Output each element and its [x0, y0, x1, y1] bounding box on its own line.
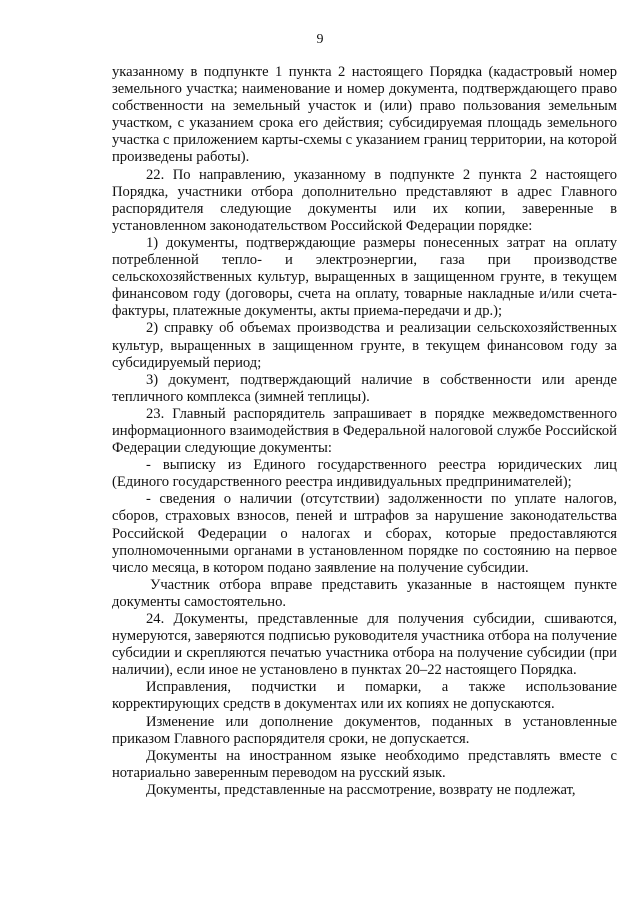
paragraph-changes: Изменение или дополнение документов, поданных в установленные приказом Главного распорядителя сроки, не допускается.: [112, 713, 617, 747]
paragraph-subitem-1: 1) документы, подтверждающие размеры понесенных затрат на оплату потребленной тепло- и электроэнергии, газа при производстве сельскохозяйственных культур, выращенных в защищенном грунте, в текущем финансовом году (договоры, счета на оплату, товарные накладные и/или счета-фактуры, платежные документы, акты приема-передачи и др.);: [112, 234, 617, 320]
paragraph-continuation: указанному в подпункте 1 пункта 2 настоящего Порядка (кадастровый номер земельного участка; наименование и номер документа, подтверждающего право собственности на земельный участок и (или) право пользования земельным участком, с указанием срока его действия; субсидируемая площадь земельного участка с приложением карты-схемы с указанием границ территории, на которой произведены работы).: [112, 64, 617, 166]
paragraph-subitem-3: 3) документ, подтверждающий наличие в собственности или аренде тепличного комплекса (зимней теплицы).: [112, 371, 617, 405]
page-number: 9: [316, 32, 324, 47]
paragraph-bullet-debt-info: - сведения о наличии (отсутствии) задолженности по уплате налогов, сборов, страховых взносов, пеней и штрафов за нарушение законодательства Российской Федерации о налогах и сборах, которые предоставляются уполномоченными органами в установленном порядке по состоянию на первое число месяца, в котором подано заявление на получение субсидии.: [112, 491, 617, 576]
document-body: [112, 64, 617, 799]
paragraph-bullet-extract: - выписку из Единого государственного реестра юридических лиц (Единого государственного реестра индивидуальных предпринимателей);: [112, 457, 617, 491]
paragraph-item-23: 23. Главный распорядитель запрашивает в порядке межведомственного информационного взаимодействия в Федеральной налоговой службе Российской Федерации следующие документы:: [112, 405, 617, 457]
paragraph-item-22: 22. По направлению, указанному в подпункте 2 пункта 2 настоящего Порядка, участники отбора дополнительно представляют в адрес Главного распорядителя следующие документы или их копии, заверенные в установленном законодательством Российской Федерации порядке:: [112, 166, 617, 234]
paragraph-foreign-language: Документы на иностранном языке необходимо представлять вместе с нотариально заверенным переводом на русский язык.: [112, 747, 617, 781]
paragraph-no-return: Документы, представленные на рассмотрение, возврату не подлежат,: [146, 781, 576, 798]
paragraph-participant-right: Участник отбора вправе представить указанные в настоящем пункте документы самостоятельно.: [112, 576, 617, 610]
paragraph-subitem-2: 2) справку об объемах производства и реализации сельскохозяйственных культур, выращенных в защищенном грунте, в текущем финансовом году за субсидируемый период;: [112, 320, 617, 371]
paragraph-item-24: 24. Документы, представленные для получения субсидии, сшиваются, нумеруются, заверяются подписью руководителя участника отбора на получение субсидии и скрепляются печатью участника отбора на получение субсидии (при наличии), если иное не установлено в пунктах 20–22 настоящего Порядка.: [112, 611, 617, 679]
paragraph-corrections: Исправления, подчистки и помарки, а также использование корректирующих средств в документах или их копиях не допускаются.: [112, 679, 617, 713]
